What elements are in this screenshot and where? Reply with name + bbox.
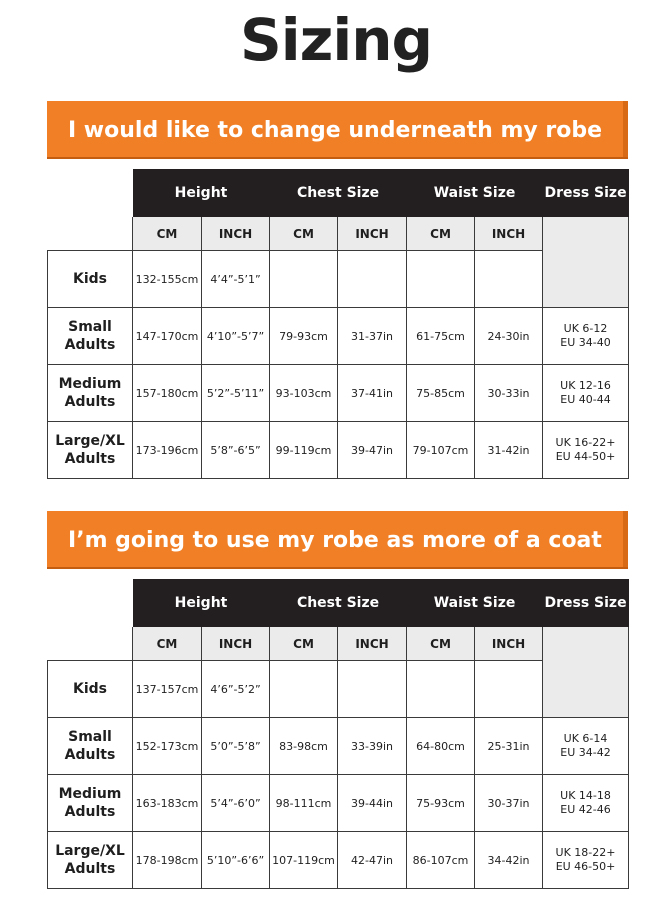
subheader-cm: CM (270, 217, 338, 251)
banner-shadow (47, 567, 628, 569)
waist-cm-cell: 64-80cm (407, 718, 475, 775)
table-corner (48, 627, 133, 661)
row-label-small-adults: Small Adults (48, 718, 133, 775)
banner-shadow (47, 157, 628, 159)
dress-size-cell: UK 18-22+ EU 46-50+ (543, 832, 629, 889)
empty-cell (475, 251, 543, 308)
dress-size-cell: UK 6-14 EU 34-42 (543, 718, 629, 775)
subheader-inch: INCH (202, 217, 270, 251)
height-inch-cell: 5’0”-5’8” (202, 718, 270, 775)
subheader-inch: INCH (475, 627, 543, 661)
chest-cm-cell: 99-119cm (270, 422, 338, 479)
chest-cm-cell: 83-98cm (270, 718, 338, 775)
height-cm-cell: 178-198cm (133, 832, 202, 889)
chest-cm-cell: 98-111cm (270, 775, 338, 832)
height-cm-cell: 173-196cm (133, 422, 202, 479)
row-label-kids: Kids (48, 661, 133, 718)
chest-inch-cell: 31-37in (338, 308, 407, 365)
row-label-medium-adults: Medium Adults (48, 775, 133, 832)
height-cm-cell: 163-183cm (133, 775, 202, 832)
height-inch-cell: 5’8”-6’5” (202, 422, 270, 479)
header-chest-size: Chest Size (270, 169, 407, 217)
height-cm-cell: 157-180cm (133, 365, 202, 422)
row-label-kids: Kids (48, 251, 133, 308)
header-height: Height (133, 169, 270, 217)
row-label-medium-adults: Medium Adults (48, 365, 133, 422)
table-corner (48, 217, 133, 251)
waist-cm-cell: 79-107cm (407, 422, 475, 479)
chest-inch-cell: 33-39in (338, 718, 407, 775)
dress-size-cell: UK 16-22+ EU 44-50+ (543, 422, 629, 479)
height-cm-cell: 137-157cm (133, 661, 202, 718)
subheader-inch: INCH (475, 217, 543, 251)
waist-inch-cell: 31-42in (475, 422, 543, 479)
subheader-cm: CM (407, 627, 475, 661)
dress-size-cell: UK 14-18 EU 42-46 (543, 775, 629, 832)
subheader-cm: CM (133, 627, 202, 661)
empty-cell (475, 661, 543, 718)
chest-inch-cell: 39-44in (338, 775, 407, 832)
chest-cm-cell: 107-119cm (270, 832, 338, 889)
header-waist-size: Waist Size (407, 579, 543, 627)
chest-cm-cell: 93-103cm (270, 365, 338, 422)
row-label-large-xl-adults: Large/XL Adults (48, 832, 133, 889)
waist-inch-cell: 25-31in (475, 718, 543, 775)
height-inch-cell: 5’10”-6’6” (202, 832, 270, 889)
header-chest-size: Chest Size (270, 579, 407, 627)
waist-cm-cell: 86-107cm (407, 832, 475, 889)
waist-cm-cell: 75-85cm (407, 365, 475, 422)
waist-inch-cell: 34-42in (475, 832, 543, 889)
waist-inch-cell: 24-30in (475, 308, 543, 365)
chest-inch-cell: 42-47in (338, 832, 407, 889)
height-cm-cell: 147-170cm (133, 308, 202, 365)
empty-cell (338, 251, 407, 308)
size-table-underneath (47, 169, 629, 479)
height-inch-cell: 5’4”-6’0” (202, 775, 270, 832)
subheader-cm: CM (270, 627, 338, 661)
size-table-coat (47, 579, 629, 889)
table-corner (48, 169, 133, 217)
subheader-inch: INCH (338, 627, 407, 661)
height-inch-cell: 4’6”-5’2” (202, 661, 270, 718)
table-corner (48, 579, 133, 627)
page-title: Sizing (239, 6, 433, 74)
empty-cell (407, 251, 475, 308)
subheader-cm: CM (133, 217, 202, 251)
height-cm-cell: 132-155cm (133, 251, 202, 308)
dress-size-blank (543, 627, 629, 718)
chest-inch-cell: 37-41in (338, 365, 407, 422)
empty-cell (338, 661, 407, 718)
empty-cell (270, 251, 338, 308)
waist-cm-cell: 75-93cm (407, 775, 475, 832)
header-height: Height (133, 579, 270, 627)
row-label-large-xl-adults: Large/XL Adults (48, 422, 133, 479)
subheader-cm: CM (407, 217, 475, 251)
section-heading-underneath: I would like to change underneath my robe (47, 101, 628, 159)
dress-size-cell: UK 6-12 EU 34-40 (543, 308, 629, 365)
empty-cell (270, 661, 338, 718)
height-inch-cell: 4’10”-5’7” (202, 308, 270, 365)
chest-inch-cell: 39-47in (338, 422, 407, 479)
height-inch-cell: 5’2”-5’11” (202, 365, 270, 422)
chest-cm-cell: 79-93cm (270, 308, 338, 365)
waist-cm-cell: 61-75cm (407, 308, 475, 365)
empty-cell (407, 661, 475, 718)
row-label-small-adults: Small Adults (48, 308, 133, 365)
waist-inch-cell: 30-37in (475, 775, 543, 832)
dress-size-cell: UK 12-16 EU 40-44 (543, 365, 629, 422)
subheader-inch: INCH (338, 217, 407, 251)
subheader-inch: INCH (202, 627, 270, 661)
header-dress-size: Dress Size (543, 579, 629, 627)
dress-size-blank (543, 217, 629, 308)
section-heading-coat: I’m going to use my robe as more of a coat (47, 511, 628, 569)
header-waist-size: Waist Size (407, 169, 543, 217)
header-dress-size: Dress Size (543, 169, 629, 217)
height-cm-cell: 152-173cm (133, 718, 202, 775)
waist-inch-cell: 30-33in (475, 365, 543, 422)
height-inch-cell: 4’4”-5’1” (202, 251, 270, 308)
